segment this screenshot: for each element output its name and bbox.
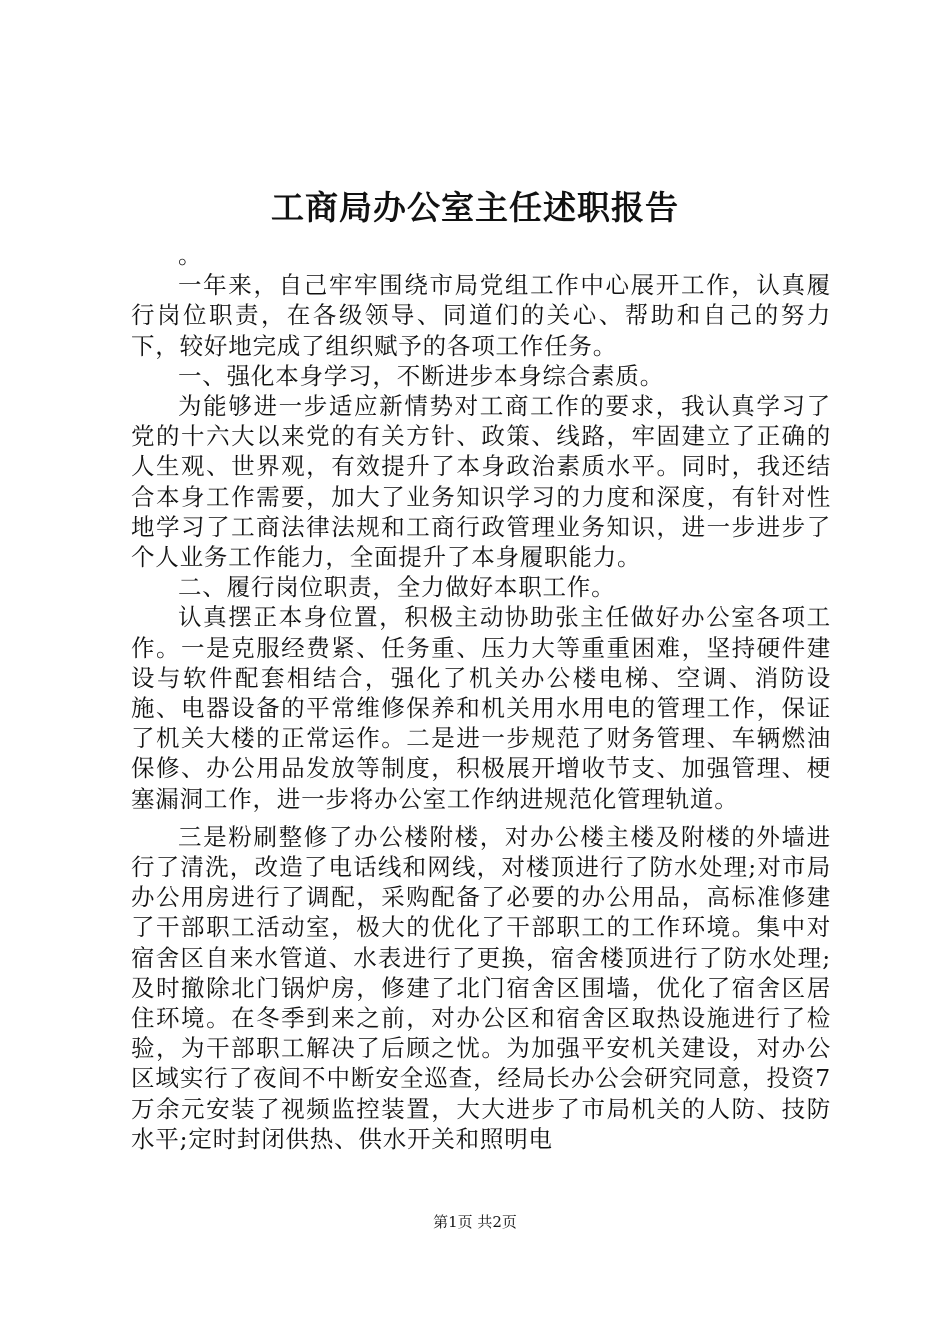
- section-heading-1: 一、强化本身学习，不断进步本身综合素质。: [178, 361, 664, 390]
- paragraph-opening-mark: 。: [178, 241, 203, 269]
- page-title: 工商局办公室主任述职报告: [271, 188, 679, 227]
- paragraph-intro: 一年来，自己牢牢围绕市局党组工作中心展开工作，认真履行岗位职责，在各级领导、同道们的关心、帮助和自己的努力下，较好地完成了组织赋予的各项工作任务。: [131, 271, 831, 360]
- paragraph-duties: 认真摆正本身位置，积极主动协助张主任做好办公室各项工作。一是克服经费紧、任务重、压力大等重重困难，坚持硬件建设与软件配套相结合，强化了机关办公楼电梯、空调、消防设施、电器设备的平常维修保养和机关用水用电的管理工作，保证了机关大楼的正常运作。二是进一步规范了财务管理、车辆燃油保修、办公用品发放等制度，积极展开增收节支、加强管理、梗塞漏洞工作，进一步将办公室工作纳进规范化管理轨道。: [131, 603, 831, 813]
- paragraph-study: 为能够进一步适应新情势对工商工作的要求，我认真学习了党的十六大以来党的有关方针、政策、线路，牢固建立了正确的人生观、世界观，有效提升了本身政治素质水平。同时，我还结合本身工作需要，加大了业务知识学习的力度和深度，有针对性地学习了工商法律法规和工商行政管理业务知识，进一步进步了个人业务工作能力，全面提升了本身履职能力。: [131, 392, 831, 572]
- section-heading-2: 二、履行岗位职责，全力做好本职工作。: [178, 573, 616, 602]
- document-body: [131, 240, 831, 1154]
- page-footer: 第1页 共2页: [433, 1213, 517, 1231]
- paragraph-renovation: 三是粉刷整修了办公楼附楼，对办公楼主楼及附楼的外墙进行了清洗，改造了电话线和网线，对楼顶进行了防水处理;对市局办公用房进行了调配，采购配备了必要的办公用品，高标准修建了干部职工活动室，极大的优化了干部职工的工作环境。集中对宿舍区自来水管道、水表进行了更换，宿舍楼顶进行了防水处理;及时撤除北门锅炉房，修建了北门宿舍区围墙，优化了宿舍区居住环境。在冬季到来之前，对办公区和宿舍区取热设施进行了检验，为干部职工解决了后顾之忧。为加强平安机关建设，对办公区域实行了夜间不中断安全巡查，经局长办公会研究同意，投资7万余元安装了视频监控装置，大大进步了市局机关的人防、技防水平;定时封闭供热、供水开关和照明电: [131, 822, 831, 1153]
